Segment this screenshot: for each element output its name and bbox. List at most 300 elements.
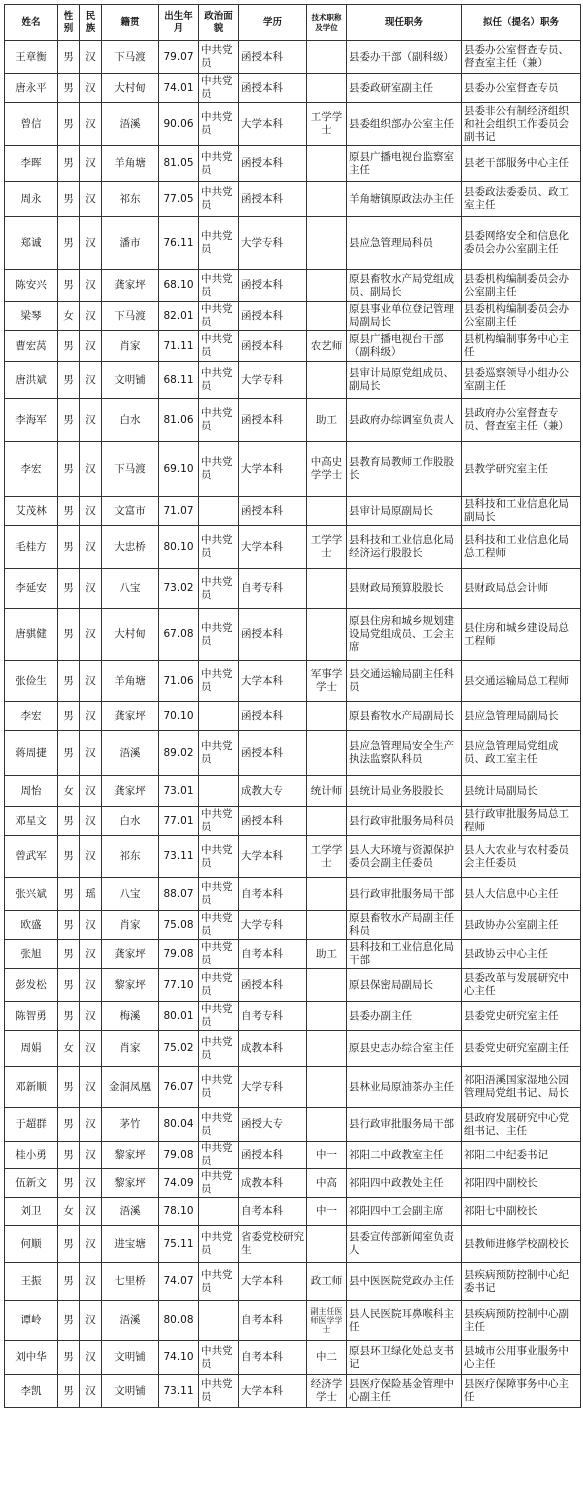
cell-gender: 男 (58, 41, 80, 74)
header-political: 政治面貌 (199, 5, 239, 41)
cell-birth: 73.02 (159, 569, 199, 609)
cell-education: 自考本科 (239, 940, 307, 969)
cell-ethnic: 汉 (80, 569, 102, 609)
cell-ethnic: 汉 (80, 146, 102, 182)
cell-birth: 79.07 (159, 41, 199, 74)
cell-ethnic: 汉 (80, 731, 102, 776)
cell-proposed-position: 县政府办公室督查专员、督查室主任（兼） (462, 399, 581, 442)
cell-current-position: 县交通运输局副主任科员 (347, 661, 462, 702)
cell-name: 唐永平 (5, 74, 58, 103)
cell-proposed-position: 县机构编制事务中心主任 (462, 331, 581, 362)
cell-current-position: 县行政审批服务局干部 (347, 1108, 462, 1142)
cell-proposed-position: 县交通运输局总工程师 (462, 661, 581, 702)
cell-education: 函授本科 (239, 146, 307, 182)
cell-gender: 男 (58, 940, 80, 969)
cell-ethnic: 汉 (80, 1198, 102, 1226)
table-row (5, 969, 581, 1002)
cell-political: 中共党员 (199, 1002, 239, 1031)
cell-gender: 男 (58, 731, 80, 776)
cell-birth: 76.07 (159, 1067, 199, 1108)
table-row (5, 702, 581, 731)
cell-name: 谭岭 (5, 1301, 58, 1341)
cell-birth: 79.08 (159, 940, 199, 969)
cell-birth: 77.10 (159, 969, 199, 1002)
cell-birth: 75.11 (159, 1226, 199, 1263)
cell-political: 中共党员 (199, 731, 239, 776)
cell-political: 中共党员 (199, 103, 239, 146)
cell-origin: 八宝 (102, 878, 159, 911)
cell-current-position: 原县保密局副局长 (347, 969, 462, 1002)
cell-title: 军事学学士 (307, 661, 347, 702)
cell-birth: 80.08 (159, 1301, 199, 1341)
cell-birth: 81.06 (159, 399, 199, 442)
cell-ethnic: 汉 (80, 182, 102, 217)
cell-proposed-position: 县住房和城乡建设局总工程师 (462, 609, 581, 661)
cell-current-position: 县教育局教师工作股股长 (347, 442, 462, 497)
cell-title (307, 609, 347, 661)
cell-title: 农艺师 (307, 331, 347, 362)
cell-origin: 黎家坪 (102, 1142, 159, 1169)
cell-political: 中共党员 (199, 807, 239, 836)
cell-birth: 74.09 (159, 1169, 199, 1198)
table-row (5, 74, 581, 103)
cell-political: 中共党员 (199, 1263, 239, 1301)
cell-birth: 75.02 (159, 1031, 199, 1067)
cell-current-position: 县科技和工业信息化局经济运行股股长 (347, 526, 462, 569)
cell-ethnic: 汉 (80, 1226, 102, 1263)
cell-education: 自考专科 (239, 569, 307, 609)
cell-proposed-position: 祁阳七中副校长 (462, 1198, 581, 1226)
cell-education: 大学本科 (239, 1375, 307, 1408)
table-row (5, 1198, 581, 1226)
cell-title: 中二 (307, 1341, 347, 1375)
cell-ethnic: 汉 (80, 399, 102, 442)
cell-origin: 肖家 (102, 1031, 159, 1067)
cell-name: 曹宏莴 (5, 331, 58, 362)
table-row (5, 1142, 581, 1169)
cell-political: 中共党员 (199, 1067, 239, 1108)
cell-name: 李凯 (5, 1375, 58, 1408)
cell-title (307, 969, 347, 1002)
cell-origin: 浯溪 (102, 731, 159, 776)
header-current-position: 现任职务 (347, 5, 462, 41)
cell-ethnic: 汉 (80, 1301, 102, 1341)
cell-education: 自考本科 (239, 1198, 307, 1226)
cell-gender: 男 (58, 1226, 80, 1263)
cell-gender: 女 (58, 776, 80, 807)
cell-name: 陈智勇 (5, 1002, 58, 1031)
cell-ethnic: 汉 (80, 331, 102, 362)
cell-title: 副主任医师医学学士 (307, 1301, 347, 1341)
cell-political (199, 1301, 239, 1341)
table-row (5, 526, 581, 569)
cell-political: 中共党员 (199, 526, 239, 569)
cell-proposed-position: 县政协办公室副主任 (462, 911, 581, 940)
cell-current-position: 祁阳四中工会副主席 (347, 1198, 462, 1226)
cell-gender: 男 (58, 146, 80, 182)
cell-name: 李宏 (5, 702, 58, 731)
cell-gender: 男 (58, 569, 80, 609)
table-row (5, 878, 581, 911)
cell-current-position: 祁阳四中政教处主任 (347, 1169, 462, 1198)
cell-proposed-position: 县委办公室督查专员、督查室主任（兼） (462, 41, 581, 74)
cell-proposed-position: 县行政审批服务局总工程师 (462, 807, 581, 836)
cell-current-position: 县委办副主任 (347, 1002, 462, 1031)
cell-education: 函授本科 (239, 270, 307, 302)
cell-name: 毛桂方 (5, 526, 58, 569)
cell-political: 中共党员 (199, 911, 239, 940)
header-row (5, 5, 581, 41)
cell-political: 中共党员 (199, 331, 239, 362)
cell-name: 何顺 (5, 1226, 58, 1263)
cell-education: 函授本科 (239, 497, 307, 526)
cell-current-position: 原县畜牧水产局副局长 (347, 702, 462, 731)
cell-birth: 67.08 (159, 609, 199, 661)
cell-education: 函授本科 (239, 731, 307, 776)
table-row (5, 399, 581, 442)
cell-education: 大学专科 (239, 1067, 307, 1108)
cell-gender: 男 (58, 217, 80, 270)
table-row (5, 1375, 581, 1408)
table-row (5, 1067, 581, 1108)
cell-origin: 浯溪 (102, 1198, 159, 1226)
cell-ethnic: 汉 (80, 74, 102, 103)
cell-origin: 文明铺 (102, 1375, 159, 1408)
cell-political: 中共党员 (199, 362, 239, 399)
cell-political: 中共党员 (199, 609, 239, 661)
cell-title: 中高史学学士 (307, 442, 347, 497)
cell-proposed-position: 县委改革与发展研究中心主任 (462, 969, 581, 1002)
cell-origin: 文明铺 (102, 362, 159, 399)
cell-origin: 龚家坪 (102, 776, 159, 807)
cell-education: 函授本科 (239, 1142, 307, 1169)
cell-origin: 潘市 (102, 217, 159, 270)
cell-current-position: 县应急管理局安全生产执法监察队科员 (347, 731, 462, 776)
cell-ethnic: 瑶 (80, 878, 102, 911)
cell-education: 函授本科 (239, 41, 307, 74)
cell-origin: 龚家坪 (102, 270, 159, 302)
cell-title (307, 41, 347, 74)
cell-title: 工学学士 (307, 836, 347, 878)
cell-title: 工学学士 (307, 526, 347, 569)
cell-political (199, 702, 239, 731)
table-row (5, 41, 581, 74)
cell-origin: 羊角塘 (102, 146, 159, 182)
cell-education: 函授本科 (239, 331, 307, 362)
cell-ethnic: 汉 (80, 302, 102, 331)
cell-name: 彭发松 (5, 969, 58, 1002)
cell-gender: 男 (58, 74, 80, 103)
cell-political (199, 1198, 239, 1226)
cell-birth: 80.01 (159, 1002, 199, 1031)
cell-current-position: 原县事业单位登记管理局副局长 (347, 302, 462, 331)
cell-birth: 76.11 (159, 217, 199, 270)
table-row (5, 1341, 581, 1375)
table-row (5, 146, 581, 182)
cell-proposed-position: 祁阳浯溪国家湿地公园管理局党组书记、局长 (462, 1067, 581, 1108)
cell-birth: 75.08 (159, 911, 199, 940)
cell-education: 省委党校研究生 (239, 1226, 307, 1263)
cell-origin: 黎家坪 (102, 969, 159, 1002)
cell-current-position: 县财政局预算股股长 (347, 569, 462, 609)
cell-education: 大学本科 (239, 103, 307, 146)
cell-political: 中共党员 (199, 41, 239, 74)
cell-proposed-position: 县科技和工业信息化局副局长 (462, 497, 581, 526)
cell-birth: 82.01 (159, 302, 199, 331)
cell-origin: 祁东 (102, 836, 159, 878)
cell-gender: 男 (58, 1108, 80, 1142)
cell-title: 中一 (307, 1198, 347, 1226)
cell-origin: 浯溪 (102, 1301, 159, 1341)
cell-gender: 男 (58, 1169, 80, 1198)
cell-current-position: 原县环卫绿化处总支书记 (347, 1341, 462, 1375)
cell-proposed-position: 县老干部服务中心主任 (462, 146, 581, 182)
cell-name: 曾武军 (5, 836, 58, 878)
cell-title (307, 878, 347, 911)
cell-proposed-position: 县城市公用事业服务中心主任 (462, 1341, 581, 1375)
cell-education: 函授本科 (239, 609, 307, 661)
cell-proposed-position: 县科技和工业信息化局总工程师 (462, 526, 581, 569)
cell-title (307, 911, 347, 940)
appointment-table (4, 4, 581, 1408)
cell-birth: 77.01 (159, 807, 199, 836)
cell-political: 中共党员 (199, 1169, 239, 1198)
cell-name: 梁琴 (5, 302, 58, 331)
header-gender: 性别 (58, 5, 80, 41)
cell-gender: 男 (58, 103, 80, 146)
cell-gender: 男 (58, 1002, 80, 1031)
cell-name: 陈安兴 (5, 270, 58, 302)
cell-education: 大学本科 (239, 1263, 307, 1301)
cell-ethnic: 汉 (80, 1108, 102, 1142)
cell-proposed-position: 县委网络安全和信息化委员会办公室副主任 (462, 217, 581, 270)
cell-current-position: 祁阳二中政教室主任 (347, 1142, 462, 1169)
cell-birth: 79.08 (159, 1142, 199, 1169)
cell-proposed-position: 县政协云中心主任 (462, 940, 581, 969)
cell-ethnic: 汉 (80, 1142, 102, 1169)
cell-origin: 文富市 (102, 497, 159, 526)
cell-current-position: 县统计局业务股股长 (347, 776, 462, 807)
cell-political: 中共党员 (199, 182, 239, 217)
cell-political: 中共党员 (199, 1341, 239, 1375)
cell-ethnic: 汉 (80, 1031, 102, 1067)
table-row (5, 442, 581, 497)
cell-ethnic: 汉 (80, 497, 102, 526)
cell-current-position: 原县广播电视台监察室主任 (347, 146, 462, 182)
cell-proposed-position: 县委党史研究室副主任 (462, 1031, 581, 1067)
cell-gender: 女 (58, 1198, 80, 1226)
table-row (5, 609, 581, 661)
cell-education: 函授本科 (239, 74, 307, 103)
cell-title (307, 146, 347, 182)
cell-name: 周永 (5, 182, 58, 217)
header-birth: 出生年月 (159, 5, 199, 41)
cell-proposed-position: 县教学研究室主任 (462, 442, 581, 497)
cell-birth: 74.10 (159, 1341, 199, 1375)
cell-proposed-position: 县医疗保障事务中心主任 (462, 1375, 581, 1408)
cell-origin: 肖家 (102, 331, 159, 362)
cell-birth: 70.10 (159, 702, 199, 731)
table-row (5, 1002, 581, 1031)
cell-proposed-position: 县委办公室督查专员 (462, 74, 581, 103)
cell-title (307, 74, 347, 103)
cell-title: 工学学士 (307, 103, 347, 146)
cell-current-position: 县政府办综调室负责人 (347, 399, 462, 442)
cell-ethnic: 汉 (80, 41, 102, 74)
cell-name: 郑诚 (5, 217, 58, 270)
table-row (5, 836, 581, 878)
cell-title (307, 270, 347, 302)
cell-current-position: 县林业局原油茶办主任 (347, 1067, 462, 1108)
table-row (5, 1169, 581, 1198)
cell-ethnic: 汉 (80, 776, 102, 807)
cell-proposed-position: 县疾病预防控制中心副主任 (462, 1301, 581, 1341)
cell-ethnic: 汉 (80, 1263, 102, 1301)
cell-ethnic: 汉 (80, 609, 102, 661)
cell-birth: 74.01 (159, 74, 199, 103)
cell-proposed-position: 祁阳二中纪委书记 (462, 1142, 581, 1169)
table-row (5, 911, 581, 940)
cell-title (307, 702, 347, 731)
cell-proposed-position: 县教师进修学校副校长 (462, 1226, 581, 1263)
cell-ethnic: 汉 (80, 103, 102, 146)
cell-political: 中共党员 (199, 836, 239, 878)
cell-current-position: 县审计局原副局长 (347, 497, 462, 526)
cell-origin: 黎家坪 (102, 1169, 159, 1198)
cell-name: 周怡 (5, 776, 58, 807)
cell-birth: 68.11 (159, 362, 199, 399)
cell-name: 刘中华 (5, 1341, 58, 1375)
cell-title (307, 569, 347, 609)
cell-title (307, 302, 347, 331)
table-row (5, 270, 581, 302)
cell-ethnic: 汉 (80, 217, 102, 270)
header-proposed-position: 拟任（提名）职务 (462, 5, 581, 41)
cell-ethnic: 汉 (80, 661, 102, 702)
cell-name: 曾信 (5, 103, 58, 146)
cell-current-position: 原县畜牧水产局党组成员、副局长 (347, 270, 462, 302)
cell-ethnic: 汉 (80, 702, 102, 731)
cell-title: 经济学学士 (307, 1375, 347, 1408)
cell-title: 统计师 (307, 776, 347, 807)
cell-education: 函授本科 (239, 182, 307, 217)
cell-education: 大学专科 (239, 911, 307, 940)
cell-title (307, 1002, 347, 1031)
header-name: 姓名 (5, 5, 58, 41)
cell-gender: 男 (58, 969, 80, 1002)
cell-origin: 七里桥 (102, 1263, 159, 1301)
cell-current-position: 县科技和工业信息化局干部 (347, 940, 462, 969)
cell-name: 张俭生 (5, 661, 58, 702)
cell-political: 中共党员 (199, 270, 239, 302)
cell-birth: 80.10 (159, 526, 199, 569)
cell-birth: 81.05 (159, 146, 199, 182)
cell-title (307, 1067, 347, 1108)
cell-title (307, 1108, 347, 1142)
cell-current-position: 县委政研室副主任 (347, 74, 462, 103)
cell-title (307, 807, 347, 836)
cell-title (307, 1226, 347, 1263)
cell-title: 政工师 (307, 1263, 347, 1301)
cell-education: 大学专科 (239, 217, 307, 270)
cell-birth: 74.07 (159, 1263, 199, 1301)
cell-education: 大学专科 (239, 362, 307, 399)
cell-birth: 71.11 (159, 331, 199, 362)
table-row (5, 217, 581, 270)
cell-education: 自考本科 (239, 1341, 307, 1375)
cell-current-position: 县审计局原党组成员、副局长 (347, 362, 462, 399)
cell-gender: 男 (58, 1375, 80, 1408)
cell-ethnic: 汉 (80, 836, 102, 878)
cell-proposed-position: 祁阳四中副校长 (462, 1169, 581, 1198)
table-row (5, 1301, 581, 1341)
cell-education: 大学本科 (239, 661, 307, 702)
cell-education: 函授本科 (239, 807, 307, 836)
cell-origin: 梅溪 (102, 1002, 159, 1031)
cell-proposed-position: 县委机构编制委员会办公室副主任 (462, 302, 581, 331)
cell-political: 中共党员 (199, 399, 239, 442)
cell-political (199, 776, 239, 807)
cell-proposed-position: 县委机构编制委员会办公室副主任 (462, 270, 581, 302)
cell-name: 唐洪斌 (5, 362, 58, 399)
cell-political: 中共党员 (199, 1375, 239, 1408)
cell-current-position: 原县畜牧水产局副主任科员 (347, 911, 462, 940)
header-title: 技术职称及学位 (307, 5, 347, 41)
cell-origin: 白水 (102, 399, 159, 442)
table-row (5, 331, 581, 362)
cell-name: 伍新文 (5, 1169, 58, 1198)
cell-current-position: 县人大环境与资源保护委员会副主任委员 (347, 836, 462, 878)
cell-gender: 男 (58, 1067, 80, 1108)
cell-political: 中共党员 (199, 969, 239, 1002)
cell-ethnic: 汉 (80, 1002, 102, 1031)
cell-origin: 祁东 (102, 182, 159, 217)
table-row (5, 776, 581, 807)
cell-ethnic: 汉 (80, 442, 102, 497)
cell-proposed-position: 县人大信息中心主任 (462, 878, 581, 911)
cell-education: 大学本科 (239, 836, 307, 878)
cell-political: 中共党员 (199, 302, 239, 331)
cell-ethnic: 汉 (80, 1169, 102, 1198)
cell-gender: 男 (58, 1301, 80, 1341)
cell-education: 自考本科 (239, 1301, 307, 1341)
table-row (5, 497, 581, 526)
cell-birth: 73.11 (159, 836, 199, 878)
cell-gender: 男 (58, 270, 80, 302)
cell-origin: 下马渡 (102, 41, 159, 74)
table-row (5, 807, 581, 836)
cell-current-position: 原县住房和城乡规划建设局党组成员、工会主席 (347, 609, 462, 661)
cell-political: 中共党员 (199, 661, 239, 702)
cell-education: 自考本科 (239, 878, 307, 911)
cell-political: 中共党员 (199, 940, 239, 969)
cell-ethnic: 汉 (80, 362, 102, 399)
cell-ethnic: 汉 (80, 270, 102, 302)
cell-ethnic: 汉 (80, 911, 102, 940)
cell-birth: 71.06 (159, 661, 199, 702)
cell-proposed-position: 县统计局副局长 (462, 776, 581, 807)
cell-gender: 男 (58, 702, 80, 731)
cell-current-position: 原县史志办综合室主任 (347, 1031, 462, 1067)
cell-gender: 男 (58, 331, 80, 362)
cell-birth: 71.07 (159, 497, 199, 526)
cell-current-position: 县人民医院耳鼻喉科主任 (347, 1301, 462, 1341)
cell-name: 唐骐健 (5, 609, 58, 661)
cell-origin: 茅竹 (102, 1108, 159, 1142)
cell-proposed-position: 县委非公有制经济组织和社会组织工作委员会副书记 (462, 103, 581, 146)
cell-education: 函授本科 (239, 399, 307, 442)
cell-name: 桂小勇 (5, 1142, 58, 1169)
